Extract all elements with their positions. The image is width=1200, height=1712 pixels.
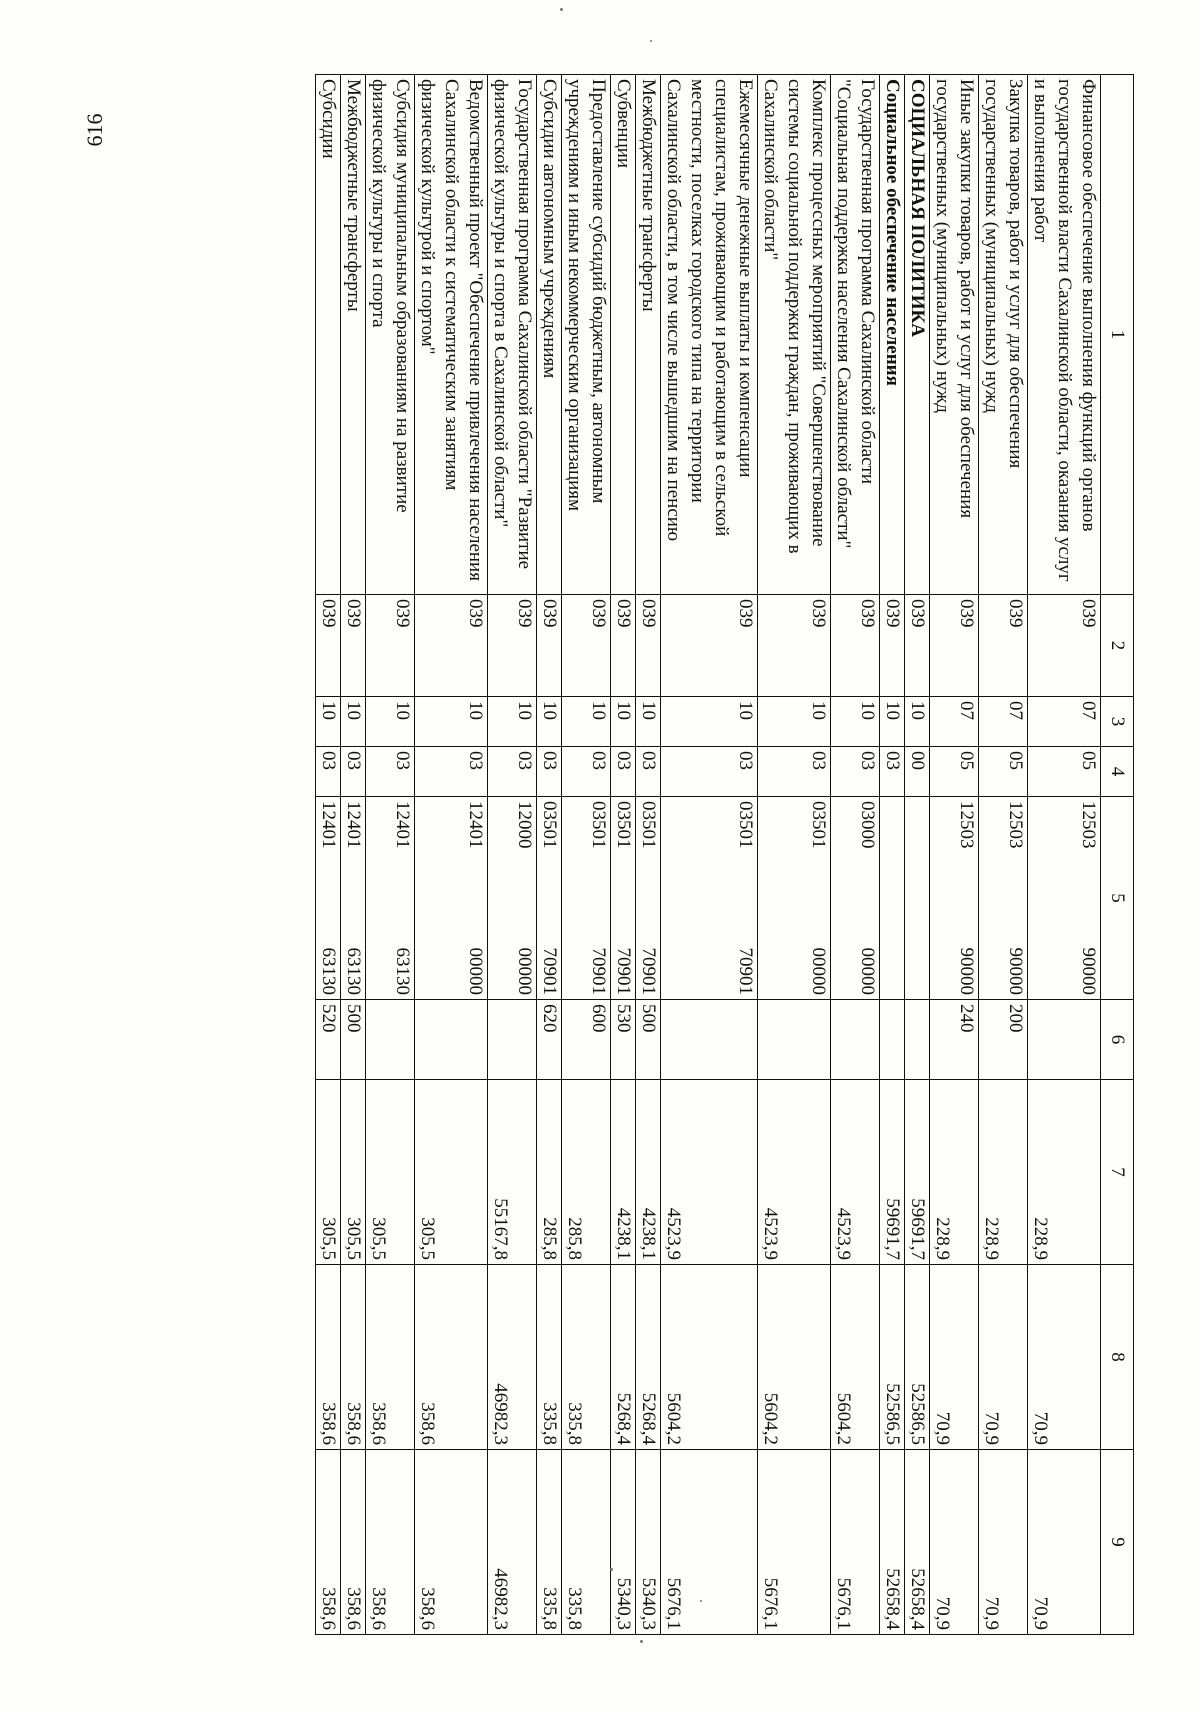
subsection-cell: 00 — [905, 747, 930, 797]
target-article-part: 70901 — [588, 947, 609, 995]
amount-cell-7: 285,8 — [562, 1080, 611, 1265]
subsection-cell: 05 — [979, 747, 1028, 797]
target-article-part: 70901 — [735, 947, 756, 995]
subsection-cell: 03 — [661, 747, 758, 797]
expense-type-cell — [415, 1000, 488, 1080]
amount-cell-8: 358,6 — [366, 1265, 415, 1450]
table-row — [341, 75, 366, 1635]
expense-type-cell — [661, 1000, 758, 1080]
expense-type-cell: 520 — [316, 1000, 341, 1080]
table-row — [880, 75, 905, 1635]
target-article-cell — [537, 797, 562, 1000]
subsection-cell: 03 — [415, 747, 488, 797]
target-article-cell — [979, 797, 1028, 1000]
subsection-cell: 05 — [930, 747, 979, 797]
target-article-part: 90000 — [956, 947, 977, 995]
section-cell: 10 — [316, 697, 341, 747]
target-article-cell — [562, 797, 611, 1000]
target-article-part: 00000 — [808, 947, 829, 995]
amount-cell-9: 5340,3 — [611, 1450, 636, 1635]
target-article-cell — [488, 797, 537, 1000]
section-cell: 10 — [366, 697, 415, 747]
table-row — [316, 75, 341, 1635]
table-row — [758, 75, 831, 1635]
subsection-cell: 03 — [758, 747, 831, 797]
amount-cell-9: 70,9 — [1028, 1450, 1101, 1635]
amount-cell-9: 358,6 — [341, 1450, 366, 1635]
amount-cell-9: 5340,3 — [636, 1450, 661, 1635]
table-body — [316, 75, 1101, 1635]
col-header-9: 9 — [1101, 1450, 1134, 1635]
amount-cell-7: 4523,9 — [661, 1080, 758, 1265]
amount-cell-7: 285,8 — [537, 1080, 562, 1265]
scan-speck — [650, 40, 652, 42]
amount-cell-9: 335,8 — [562, 1450, 611, 1635]
target-article-cell — [758, 797, 831, 1000]
code-cell: 039 — [537, 595, 562, 697]
expense-type-cell: 620 — [537, 1000, 562, 1080]
target-article-part: 12401 — [465, 801, 486, 849]
target-article-part: 03501 — [735, 801, 756, 849]
row-name-cell: Субсидия муниципальным образованиям на развитие физической культуры и спорта — [366, 75, 415, 595]
table-row — [537, 75, 562, 1635]
col-header-6: 6 — [1101, 1000, 1134, 1080]
target-article-part: 90000 — [1078, 947, 1099, 995]
section-cell: 10 — [488, 697, 537, 747]
target-article-cell — [415, 797, 488, 1000]
header-row — [1101, 75, 1134, 1635]
section-cell: 10 — [341, 697, 366, 747]
target-article-part: 12401 — [343, 801, 364, 849]
budget-table — [315, 74, 1134, 1635]
amount-cell-8: 5604,2 — [758, 1265, 831, 1450]
section-cell: 07 — [1028, 697, 1101, 747]
table-row — [415, 75, 488, 1635]
col-header-7: 7 — [1101, 1080, 1134, 1265]
row-name-cell: Субвенции — [611, 75, 636, 595]
target-article-part: 63130 — [392, 947, 413, 995]
amount-cell-7: 4238,1 — [611, 1080, 636, 1265]
code-cell: 039 — [366, 595, 415, 697]
target-article-part: 12503 — [1005, 801, 1026, 849]
amount-cell-8: 335,8 — [562, 1265, 611, 1450]
amount-cell-9: 46982,3 — [488, 1450, 537, 1635]
subsection-cell: 03 — [341, 747, 366, 797]
amount-cell-8: 70,9 — [979, 1265, 1028, 1450]
subsection-cell: 03 — [636, 747, 661, 797]
section-cell: 10 — [537, 697, 562, 747]
target-article-part: 00000 — [465, 947, 486, 995]
amount-cell-8: 5604,2 — [831, 1265, 880, 1450]
amount-cell-8: 5268,4 — [636, 1265, 661, 1450]
target-article-part: 00000 — [857, 947, 878, 995]
scan-speck — [610, 1568, 613, 1571]
row-name-cell: Государственная программа Сахалинской области "Развитие физической культуры и спорта в Сахалинской области" — [488, 75, 537, 595]
subsection-cell: 03 — [537, 747, 562, 797]
rotated-table-container — [134, 74, 1134, 1634]
code-cell: 039 — [831, 595, 880, 697]
row-name-cell: Государственная программа Сахалинской области "Социальная поддержка населения Сахалинской области" — [831, 75, 880, 595]
col-header-8: 8 — [1101, 1265, 1134, 1450]
target-article-cell — [636, 797, 661, 1000]
section-cell: 10 — [831, 697, 880, 747]
amount-cell-9: 70,9 — [979, 1450, 1028, 1635]
amount-cell-8: 52586,5 — [905, 1265, 930, 1450]
amount-cell-7: 305,5 — [366, 1080, 415, 1265]
section-cell: 07 — [979, 697, 1028, 747]
target-article-cell — [611, 797, 636, 1000]
code-cell: 039 — [636, 595, 661, 697]
expense-type-cell — [831, 1000, 880, 1080]
subsection-cell: 03 — [488, 747, 537, 797]
expense-type-cell — [366, 1000, 415, 1080]
amount-cell-9: 52658,4 — [880, 1450, 905, 1635]
code-cell: 039 — [880, 595, 905, 697]
subsection-cell: 03 — [562, 747, 611, 797]
amount-cell-8: 5268,4 — [611, 1265, 636, 1450]
expense-type-cell — [1028, 1000, 1101, 1080]
amount-cell-9: 5676,1 — [661, 1450, 758, 1635]
amount-cell-8: 5604,2 — [661, 1265, 758, 1450]
amount-cell-7: 4238,1 — [636, 1080, 661, 1265]
amount-cell-8: 70,9 — [930, 1265, 979, 1450]
target-article-cell — [661, 797, 758, 1000]
target-article-part: 70901 — [613, 947, 634, 995]
amount-cell-9: 335,8 — [537, 1450, 562, 1635]
col-header-5: 5 — [1101, 797, 1134, 1000]
table-row — [562, 75, 611, 1635]
amount-cell-9: 70,9 — [930, 1450, 979, 1635]
target-article-part: 90000 — [1005, 947, 1026, 995]
amount-cell-7: 305,5 — [415, 1080, 488, 1265]
subsection-cell: 03 — [831, 747, 880, 797]
col-header-1: 1 — [1101, 75, 1134, 595]
code-cell: 039 — [316, 595, 341, 697]
amount-cell-8: 358,6 — [341, 1265, 366, 1450]
target-article-part: 63130 — [343, 947, 364, 995]
amount-cell-9: 52658,4 — [905, 1450, 930, 1635]
amount-cell-7: 305,5 — [341, 1080, 366, 1265]
code-cell: 039 — [1028, 595, 1101, 697]
section-cell: 10 — [661, 697, 758, 747]
amount-cell-8: 52586,5 — [880, 1265, 905, 1450]
target-article-part: 03501 — [808, 801, 829, 849]
expense-type-cell: 530 — [611, 1000, 636, 1080]
amount-cell-8: 358,6 — [415, 1265, 488, 1450]
target-article-part: 63130 — [318, 947, 339, 995]
expense-type-cell: 240 — [930, 1000, 979, 1080]
target-article-cell — [341, 797, 366, 1000]
subsection-cell: 03 — [611, 747, 636, 797]
amount-cell-7: 228,9 — [930, 1080, 979, 1265]
expense-type-cell — [488, 1000, 537, 1080]
row-name-cell: Ведомственный проект "Обеспечение привлечения населения Сахалинской области к систематическим занятиям физической культурой и спортом" — [415, 75, 488, 595]
target-article-part: 70901 — [539, 947, 560, 995]
code-cell: 039 — [661, 595, 758, 697]
target-article-cell — [316, 797, 341, 1000]
amount-cell-7: 228,9 — [1028, 1080, 1101, 1265]
expense-type-cell: 600 — [562, 1000, 611, 1080]
subsection-cell: 05 — [1028, 747, 1101, 797]
row-name-cell: СОЦИАЛЬНАЯ ПОЛИТИКА — [905, 75, 930, 595]
table-row — [611, 75, 636, 1635]
code-cell: 039 — [758, 595, 831, 697]
code-cell: 039 — [415, 595, 488, 697]
section-cell: 07 — [930, 697, 979, 747]
subsection-cell: 03 — [316, 747, 341, 797]
row-name-cell: Иные закупки товаров, работ и услуг для обеспечения государственных (муниципальных) нужд — [930, 75, 979, 595]
row-name-cell: Субсидии — [316, 75, 341, 595]
target-article-part: 03501 — [638, 801, 659, 849]
amount-cell-7: 55167,8 — [488, 1080, 537, 1265]
section-cell: 10 — [880, 697, 905, 747]
code-cell: 039 — [488, 595, 537, 697]
target-article-part: 03501 — [613, 801, 634, 849]
amount-cell-7: 305,5 — [316, 1080, 341, 1265]
code-cell: 039 — [611, 595, 636, 697]
amount-cell-7: 228,9 — [979, 1080, 1028, 1265]
subsection-cell: 03 — [880, 747, 905, 797]
expense-type-cell — [758, 1000, 831, 1080]
table-row — [488, 75, 537, 1635]
target-article-part: 12503 — [1078, 801, 1099, 849]
amount-cell-9: 5676,1 — [831, 1450, 880, 1635]
target-article-part: 12401 — [392, 801, 413, 849]
table-row — [831, 75, 880, 1635]
expense-type-cell: 200 — [979, 1000, 1028, 1080]
scan-speck — [700, 1600, 702, 1602]
amount-cell-8: 46982,3 — [488, 1265, 537, 1450]
subsection-cell: 03 — [366, 747, 415, 797]
row-name-cell: Предоставление субсидий бюджетным, автономным учреждениям и иным некоммерческим организациям — [562, 75, 611, 595]
page-number: 616 — [82, 113, 107, 147]
amount-cell-9: 5676,1 — [758, 1450, 831, 1635]
section-cell: 10 — [415, 697, 488, 747]
expense-type-cell: 500 — [636, 1000, 661, 1080]
amount-cell-9: 358,6 — [316, 1450, 341, 1635]
amount-cell-9: 358,6 — [415, 1450, 488, 1635]
col-header-3: 3 — [1101, 697, 1134, 747]
table-row — [930, 75, 979, 1635]
amount-cell-7: 4523,9 — [758, 1080, 831, 1265]
table-row — [636, 75, 661, 1635]
code-cell: 039 — [930, 595, 979, 697]
amount-cell-8: 335,8 — [537, 1265, 562, 1450]
section-cell: 10 — [562, 697, 611, 747]
section-cell: 10 — [758, 697, 831, 747]
target-article-cell — [930, 797, 979, 1000]
target-article-part: 12000 — [514, 801, 535, 849]
target-article-cell — [905, 797, 930, 1000]
section-cell: 10 — [611, 697, 636, 747]
expense-type-cell: 500 — [341, 1000, 366, 1080]
scan-speck — [640, 1640, 643, 1643]
amount-cell-7: 59691,7 — [880, 1080, 905, 1265]
scan-speck — [560, 8, 563, 11]
target-article-part: 12401 — [318, 801, 339, 849]
target-article-part: 12503 — [956, 801, 977, 849]
table-row — [1028, 75, 1101, 1635]
table-row — [366, 75, 415, 1635]
table-row — [661, 75, 758, 1635]
table-row — [905, 75, 930, 1635]
table-row — [979, 75, 1028, 1635]
target-article-cell — [1028, 797, 1101, 1000]
amount-cell-8: 70,9 — [1028, 1265, 1101, 1450]
target-article-part: 70901 — [638, 947, 659, 995]
target-article-part: 00000 — [514, 947, 535, 995]
row-name-cell: Субсидии автономным учреждениям — [537, 75, 562, 595]
target-article-part: 03000 — [857, 801, 878, 849]
row-name-cell: Закупка товаров, работ и услуг для обеспечения государственных (муниципальных) нужд — [979, 75, 1028, 595]
row-name-cell: Комплекс процессных мероприятий "Совершенствование системы социальной поддержки граждан, проживающих в Сахалинской области" — [758, 75, 831, 595]
code-cell: 039 — [979, 595, 1028, 697]
code-cell: 039 — [905, 595, 930, 697]
row-name-cell: Социальное обеспечение населения — [880, 75, 905, 595]
amount-cell-7: 4523,9 — [831, 1080, 880, 1265]
row-name-cell: Межбюджетные трансферты — [636, 75, 661, 595]
code-cell: 039 — [562, 595, 611, 697]
section-cell: 10 — [636, 697, 661, 747]
amount-cell-9: 358,6 — [366, 1450, 415, 1635]
amount-cell-8: 358,6 — [316, 1265, 341, 1450]
col-header-4: 4 — [1101, 747, 1134, 797]
target-article-cell — [366, 797, 415, 1000]
amount-cell-7: 59691,7 — [905, 1080, 930, 1265]
row-name-cell: Финансовое обеспечение выполнения функций органов государственной власти Сахалинской области, оказания услуг и выполнения работ — [1028, 75, 1101, 595]
target-article-part: 03501 — [539, 801, 560, 849]
row-name-cell: Межбюджетные трансферты — [341, 75, 366, 595]
target-article-part: 03501 — [588, 801, 609, 849]
expense-type-cell — [880, 1000, 905, 1080]
row-name-cell: Ежемесячные денежные выплаты и компенсации специалистам, проживающим и работающим в сельской местности, поселках городского типа на территории Сахалинской области, в том числе вышедшим на пенсию — [661, 75, 758, 595]
section-cell: 10 — [905, 697, 930, 747]
target-article-cell — [880, 797, 905, 1000]
expense-type-cell — [905, 1000, 930, 1080]
code-cell: 039 — [341, 595, 366, 697]
col-header-2: 2 — [1101, 595, 1134, 697]
target-article-cell — [831, 797, 880, 1000]
